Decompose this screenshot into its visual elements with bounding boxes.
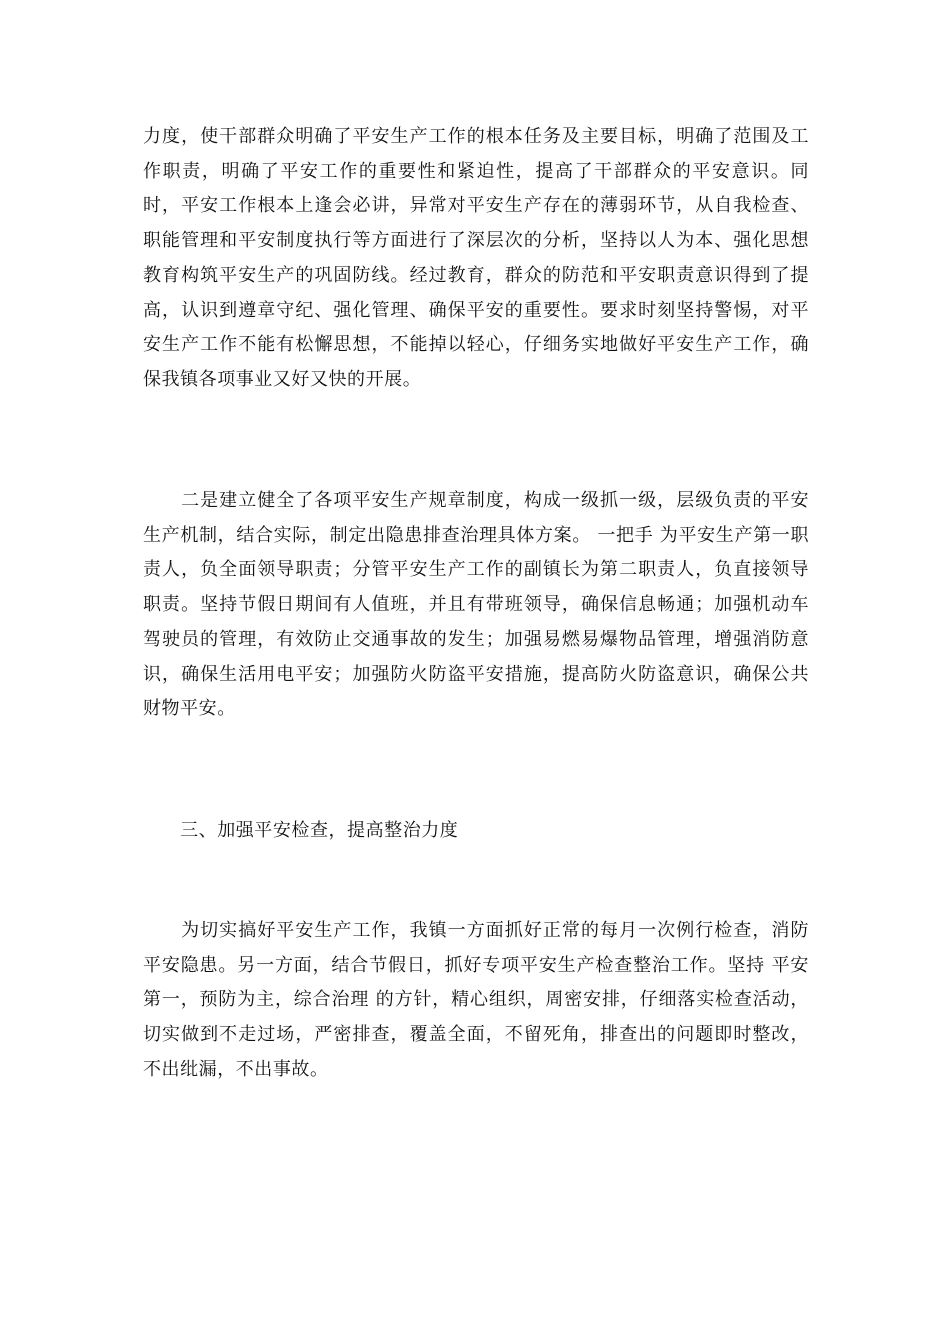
section-heading: 三、加强平安检查，提高整治力度 bbox=[143, 820, 459, 841]
paragraph-2: 二是建立健全了各项平安生产规章制度，构成一级抓一级，层级负责的平安生产机制，结合实际，制定出隐患排查治理具体方案。 一把手 为平安生产第一职责人，负全面领导职责；分管平安生产工作的副镇长为第二职责人，负直接领导职责。坚持节假日期间有人值班，并且有带班领导，确保信息畅通；加强机动车驾驶员的管理，有效防止交通事故的发生；加强易燃易爆物品管理，增强消防意识，确保生活用电平安；加强防火防盗平安措施，提高防火防盗意识，确保公共财物平安。 bbox=[143, 490, 809, 720]
paragraph-3: 为切实搞好平安生产工作，我镇一方面抓好正常的每月一次例行检查，消防平安隐患。另一方面，结合节假日，抓好专项平安生产检查整治工作。坚持 平安第一，预防为主，综合治理 的方针，精心组织，周密安排，仔细落实检查活动，切实做到不走过场，严密排查，覆盖全面，不留死角，排查出的问题即时整改，不出纰漏，不出事故。 bbox=[143, 920, 809, 1080]
paragraph-1: 力度，使干部群众明确了平安生产工作的根本任务及主要目标，明确了范围及工作职责，明确了平安工作的重要性和紧迫性，提高了干部群众的平安意识。同时，平安工作根本上逢会必讲，异常对平安生产存在的薄弱环节，从自我检查、职能管理和平安制度执行等方面进行了深层次的分析，坚持以人为本、强化思想教育构筑平安生产的巩固防线。经过教育，群众的防范和平安职责意识得到了提高，认识到遵章守纪、强化管理、确保平安的重要性。要求时刻坚持警惕，对平安生产工作不能有松懈思想，不能掉以轻心，仔细务实地做好平安生产工作，确保我镇各项事业又好又快的开展。 bbox=[143, 126, 809, 390]
